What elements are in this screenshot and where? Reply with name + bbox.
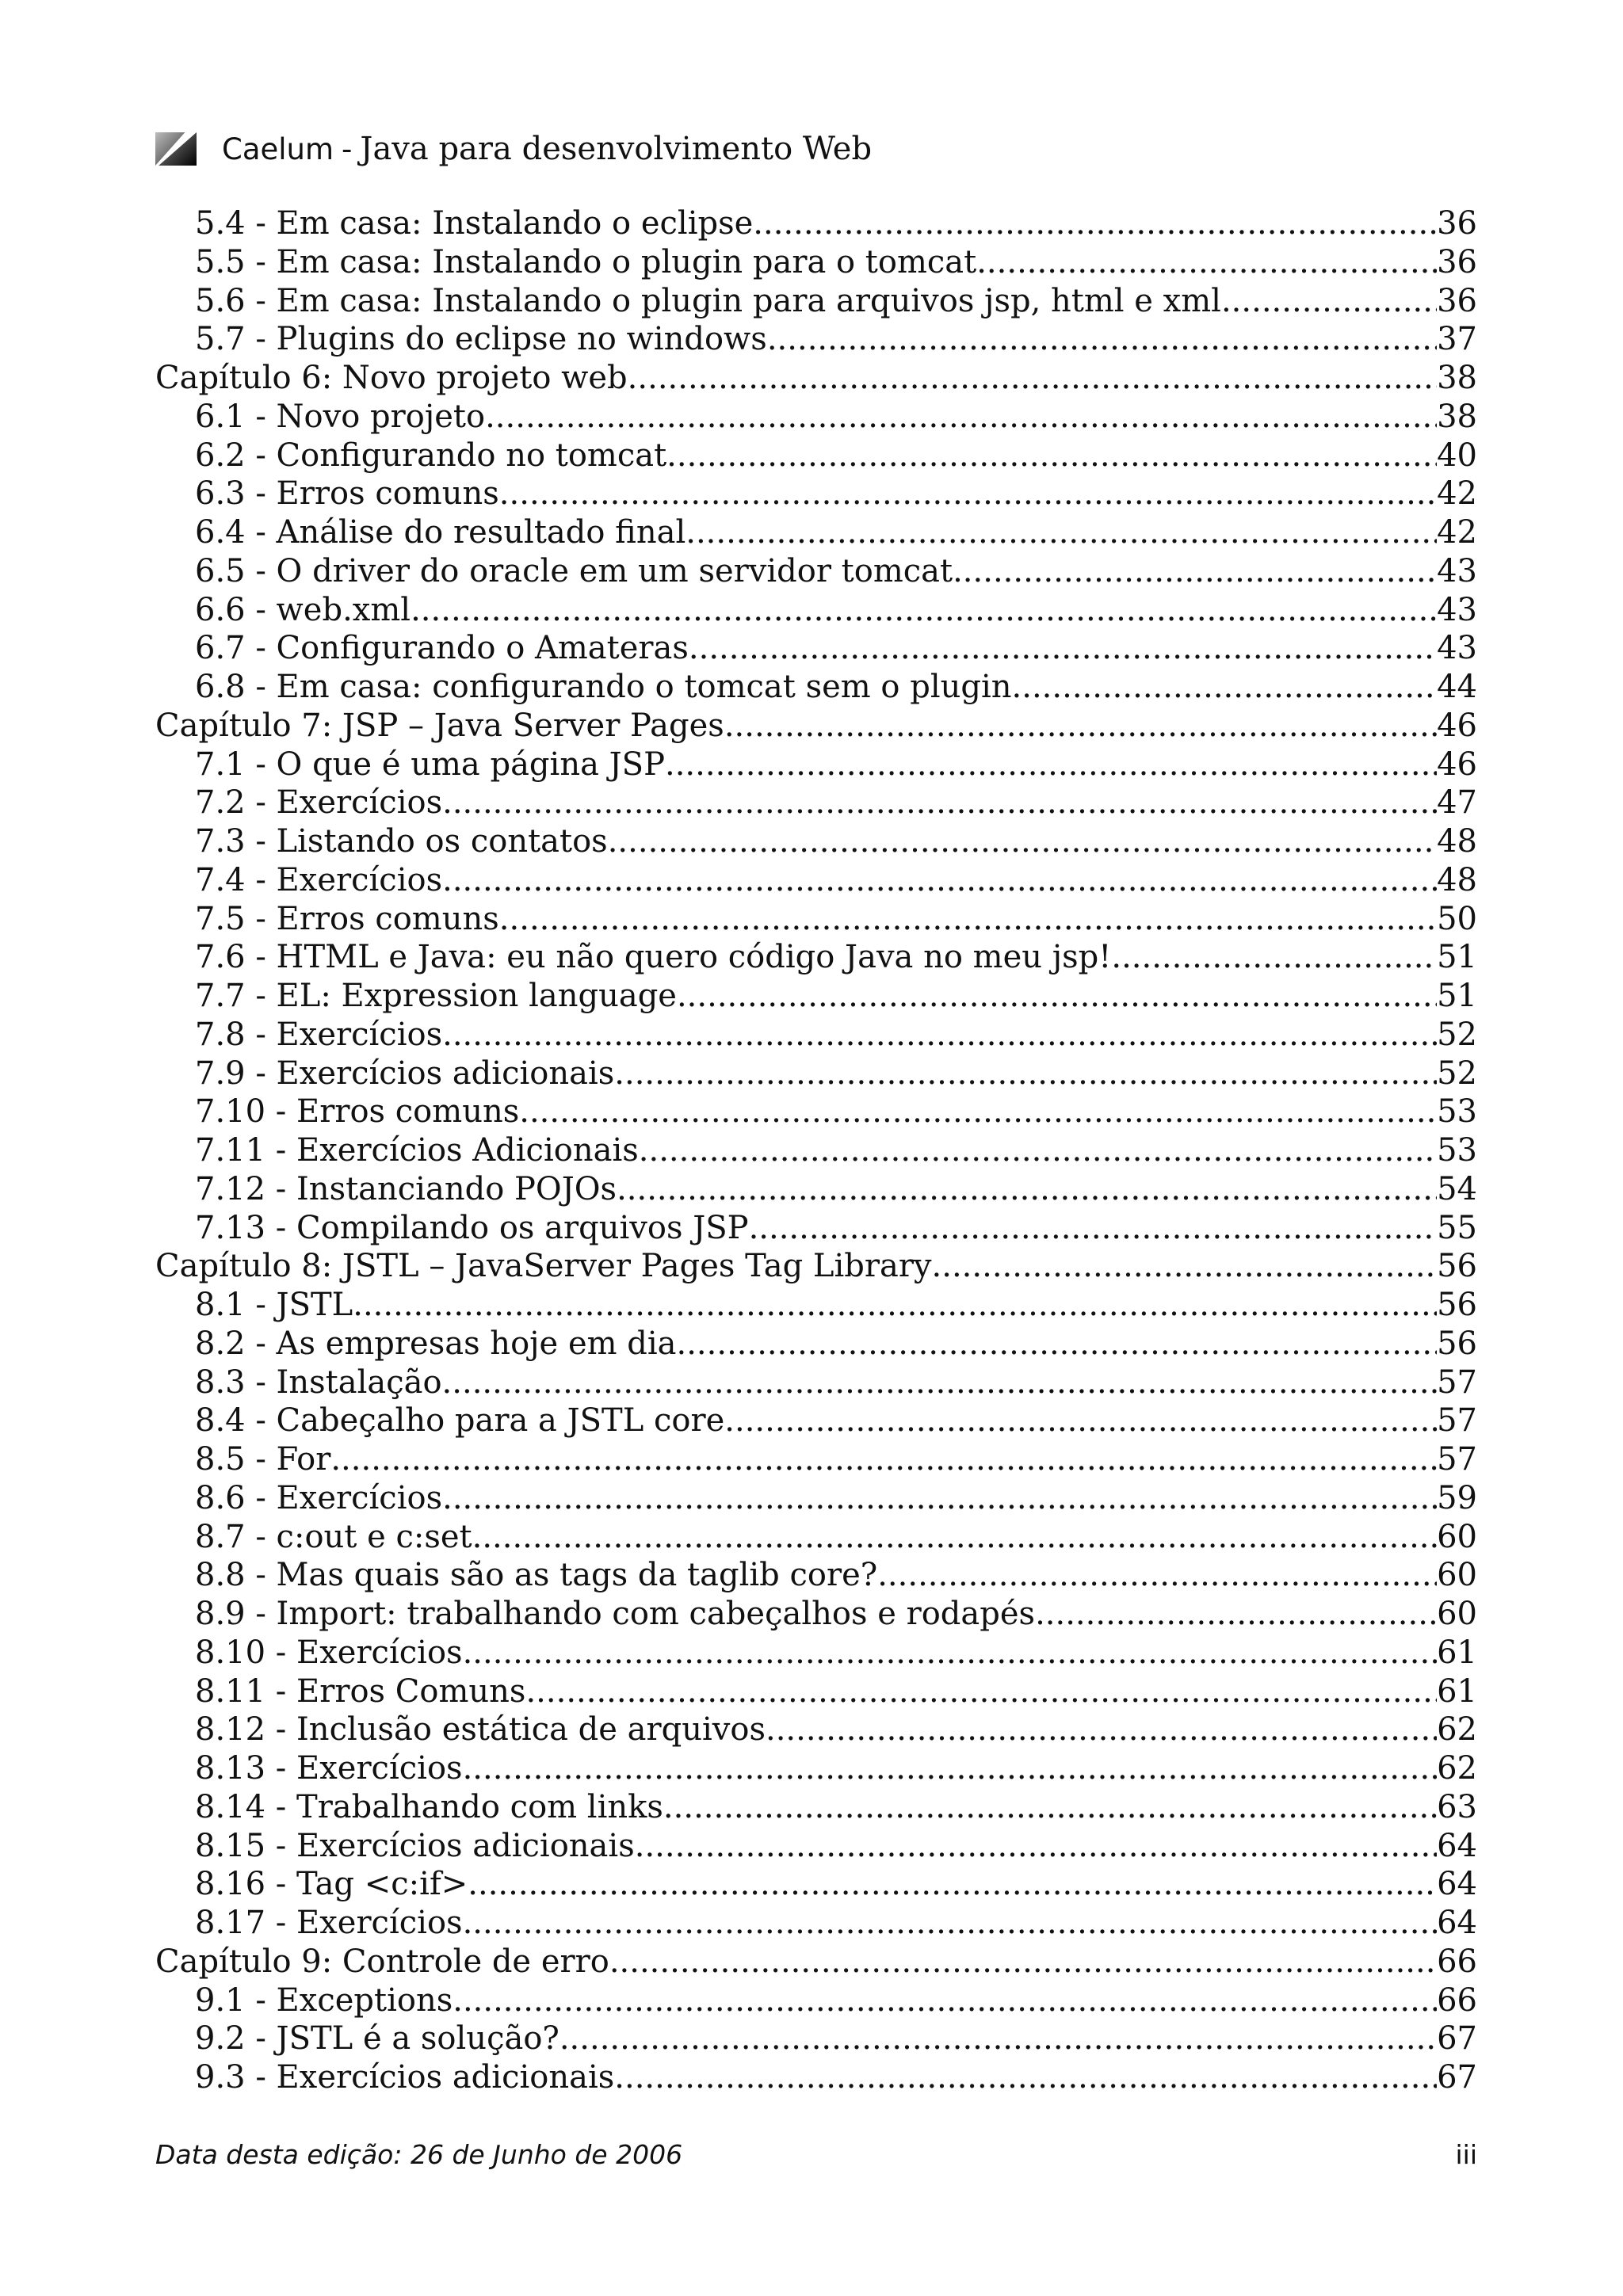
- toc-entry-title: 8.1 - JSTL: [195, 1287, 353, 1323]
- toc-entry-title: 8.6 - Exercícios: [195, 1479, 443, 1516]
- brand-name: Caelum: [222, 132, 334, 166]
- toc-section-entry[interactable]: [155, 1711, 1477, 1749]
- toc-section-entry[interactable]: [155, 822, 1477, 861]
- toc-entry-title: 7.13 - Compilando os arquivos JSP: [195, 1209, 749, 1246]
- toc-entry-page: 42: [1437, 475, 1477, 513]
- toc-section-entry[interactable]: [155, 1209, 1477, 1248]
- toc-dot-leader: [976, 243, 1437, 282]
- toc-entry-page: 46: [1437, 707, 1477, 744]
- toc-entry-title: 9.2 - JSTL é a solução?: [195, 2020, 559, 2058]
- toc-section-entry[interactable]: [155, 1402, 1477, 1440]
- toc-entry-title: 7.9 - Exercícios adicionais: [195, 1055, 615, 1092]
- toc-entry-page: 61: [1437, 1634, 1477, 1671]
- toc-entry-title: 6.8 - Em casa: configurando o tomcat sem o plugin: [195, 669, 1012, 705]
- toc-entry-page: 60: [1437, 1557, 1477, 1594]
- page-header: [155, 127, 872, 171]
- toc-section-entry[interactable]: [155, 784, 1477, 822]
- toc-entry-title: 8.3 - Instalação: [195, 1363, 442, 1401]
- toc-dot-leader: [519, 1093, 1437, 1131]
- toc-entry-title: Capítulo 8: JSTL – JavaServer Pages Tag Library: [155, 1248, 932, 1285]
- toc-entry-page: 48: [1437, 861, 1477, 898]
- toc-dot-leader: [525, 1672, 1437, 1711]
- toc-entry-title: 8.15 - Exercícios adicionais: [195, 1827, 635, 1864]
- toc-entry-page: 38: [1437, 398, 1477, 435]
- document-title: Java para desenvolvimento Web: [360, 131, 873, 167]
- toc-entry-page: 57: [1437, 1363, 1477, 1401]
- toc-dot-leader: [330, 1440, 1437, 1479]
- toc-dot-leader: [689, 629, 1437, 668]
- toc-dot-leader: [767, 320, 1437, 359]
- toc-dot-leader: [628, 359, 1437, 398]
- toc-dot-leader: [932, 1247, 1438, 1286]
- toc-entry-page: 67: [1437, 2059, 1477, 2096]
- toc-section-entry[interactable]: [155, 475, 1477, 513]
- toc-entry-page: 59: [1437, 1479, 1477, 1516]
- toc-section-entry[interactable]: [155, 668, 1477, 707]
- toc-section-entry[interactable]: [155, 1981, 1477, 2020]
- toc-entry-title: 7.7 - EL: Expression language: [195, 978, 677, 1014]
- toc-dot-leader: [442, 1363, 1438, 1402]
- toc-entry-page: 64: [1437, 1827, 1477, 1864]
- toc-entry-page: 42: [1437, 514, 1477, 551]
- toc-section-entry[interactable]: [155, 243, 1477, 282]
- toc-entry-title: 8.12 - Inclusão estática de arquivos: [195, 1711, 766, 1749]
- toc-section-entry[interactable]: [155, 282, 1477, 321]
- toc-chapter-entry[interactable]: [155, 1247, 1477, 1286]
- toc-dot-leader: [411, 591, 1437, 630]
- toc-entry-page: 37: [1437, 321, 1477, 358]
- toc-section-entry[interactable]: [155, 1055, 1477, 1093]
- toc-entry-page: 36: [1437, 243, 1477, 280]
- toc-entry-page: 43: [1437, 591, 1477, 628]
- toc-entry-page: 50: [1437, 900, 1477, 937]
- toc-section-entry[interactable]: [155, 1595, 1477, 1634]
- toc-dot-leader: [665, 746, 1437, 784]
- toc-entry-title: 8.2 - As empresas hoje em dia: [195, 1325, 677, 1362]
- toc-section-entry[interactable]: [155, 629, 1477, 668]
- toc-entry-page: 36: [1437, 282, 1477, 319]
- header-separator: -: [342, 132, 353, 166]
- toc-entry-page: 51: [1437, 978, 1477, 1014]
- toc-section-entry[interactable]: [155, 977, 1477, 1016]
- toc-entry-title: 6.1 - Novo projeto: [195, 398, 486, 435]
- toc-entry-page: 47: [1437, 784, 1477, 822]
- toc-entry-page: 62: [1437, 1711, 1477, 1749]
- toc-dot-leader: [1012, 668, 1438, 707]
- toc-entry-page: 46: [1437, 746, 1477, 783]
- toc-dot-leader: [463, 1904, 1438, 1943]
- toc-entry-page: 53: [1437, 1132, 1477, 1169]
- toc-chapter-entry[interactable]: [155, 359, 1477, 398]
- toc-entry-title: 7.1 - O que é uma página JSP: [195, 746, 665, 783]
- toc-dot-leader: [442, 784, 1437, 822]
- toc-entry-page: 60: [1437, 1596, 1477, 1632]
- toc-entry-title: 8.7 - c:out e c:set: [195, 1518, 472, 1555]
- toc-dot-leader: [453, 1981, 1437, 2020]
- toc-dot-leader: [666, 437, 1437, 475]
- toc-section-entry[interactable]: [155, 1556, 1477, 1595]
- toc-section-entry[interactable]: [155, 1286, 1477, 1325]
- toc-dot-leader: [353, 1286, 1437, 1325]
- toc-section-entry[interactable]: [155, 1827, 1477, 1866]
- toc-section-entry[interactable]: [155, 1865, 1477, 1904]
- toc-entry-page: 67: [1437, 2020, 1477, 2058]
- toc-entry-title: 8.8 - Mas quais são as tags da taglib core?: [195, 1557, 878, 1594]
- toc-entry-page: 66: [1437, 1943, 1477, 1980]
- toc-entry-title: 6.2 - Configurando no tomcat: [195, 437, 667, 474]
- toc-section-entry[interactable]: [155, 1634, 1477, 1672]
- toc-entry-title: 7.6 - HTML e Java: eu não quero código Java no meu jsp!: [195, 939, 1112, 976]
- toc-section-entry[interactable]: [155, 1788, 1477, 1827]
- toc-dot-leader: [877, 1556, 1437, 1595]
- toc-dot-leader: [559, 2019, 1437, 2058]
- toc-dot-leader: [614, 2058, 1437, 2097]
- toc-entry-page: 57: [1437, 1402, 1477, 1440]
- toc-section-entry[interactable]: [155, 552, 1477, 591]
- toc-dot-leader: [724, 1402, 1437, 1440]
- toc-chapter-entry[interactable]: [155, 707, 1477, 746]
- toc-entry-title: 5.4 - Em casa: Instalando o eclipse: [195, 205, 754, 242]
- toc-entry-title: 5.7 - Plugins do eclipse no windows: [195, 321, 767, 358]
- toc-section-entry[interactable]: [155, 591, 1477, 630]
- toc-entry-page: 44: [1437, 669, 1477, 705]
- toc-dot-leader: [442, 1016, 1437, 1055]
- toc-section-entry[interactable]: [155, 398, 1477, 437]
- toc-section-entry[interactable]: [155, 1093, 1477, 1131]
- toc-entry-title: 7.2 - Exercícios: [195, 784, 443, 822]
- toc-section-entry[interactable]: [155, 1131, 1477, 1170]
- toc-entry-page: 62: [1437, 1750, 1477, 1787]
- toc-entry-page: 54: [1437, 1170, 1477, 1207]
- toc-dot-leader: [685, 513, 1437, 552]
- toc-section-entry[interactable]: [155, 437, 1477, 475]
- toc-section-entry[interactable]: [155, 1479, 1477, 1518]
- toc-dot-leader: [635, 1827, 1437, 1866]
- toc-entry-title: Capítulo 7: JSP – Java Server Pages: [155, 707, 724, 744]
- toc-section-entry[interactable]: [155, 746, 1477, 784]
- toc-entry-page: 52: [1437, 1016, 1477, 1053]
- toc-dot-leader: [617, 1170, 1437, 1209]
- toc-entry-title: Capítulo 6: Novo projeto web: [155, 360, 628, 396]
- toc-entry-title: 6.3 - Erros comuns: [195, 475, 499, 513]
- toc-section-entry[interactable]: [155, 1672, 1477, 1711]
- toc-entry-title: 7.10 - Erros comuns: [195, 1093, 520, 1131]
- toc-dot-leader: [663, 1788, 1437, 1827]
- toc-entry-title: 7.12 - Instanciando POJOs: [195, 1170, 617, 1207]
- page-number: iii: [1455, 2139, 1477, 2170]
- toc-dot-leader: [442, 1479, 1437, 1518]
- table-of-contents: [155, 204, 1477, 2097]
- toc-dot-leader: [442, 861, 1437, 900]
- toc-entry-page: 53: [1437, 1093, 1477, 1131]
- toc-entry-title: 7.4 - Exercícios: [195, 861, 443, 898]
- toc-entry-title: 7.8 - Exercícios: [195, 1016, 443, 1053]
- toc-section-entry[interactable]: [155, 1904, 1477, 1943]
- toc-dot-leader: [639, 1131, 1437, 1170]
- toc-entry-page: 66: [1437, 1981, 1477, 2019]
- page-footer: [155, 2139, 1477, 2170]
- toc-entry-page: 43: [1437, 552, 1477, 589]
- toc-dot-leader: [749, 1209, 1438, 1248]
- toc-dot-leader: [753, 204, 1437, 243]
- caelum-logo-icon: [155, 132, 197, 166]
- toc-dot-leader: [766, 1711, 1437, 1749]
- toc-entry-title: 8.9 - Import: trabalhando com cabeçalhos e rodapés: [195, 1596, 1036, 1632]
- toc-entry-title: 8.5 - For: [195, 1441, 331, 1478]
- toc-section-entry[interactable]: [155, 1363, 1477, 1402]
- toc-entry-title: Capítulo 9: Controle de erro: [155, 1943, 609, 1980]
- toc-section-entry[interactable]: [155, 1440, 1477, 1479]
- toc-entry-title: 6.4 - Análise do resultado final: [195, 514, 686, 551]
- toc-entry-title: 7.5 - Erros comuns: [195, 900, 499, 937]
- toc-entry-title: 8.16 - Tag <c:if>: [195, 1866, 468, 1903]
- toc-dot-leader: [1221, 282, 1437, 321]
- toc-entry-page: 55: [1437, 1209, 1477, 1246]
- toc-dot-leader: [468, 1865, 1437, 1904]
- toc-section-entry[interactable]: [155, 861, 1477, 900]
- toc-entry-page: 43: [1437, 630, 1477, 667]
- toc-entry-page: 36: [1437, 205, 1477, 242]
- toc-entry-page: 40: [1437, 437, 1477, 474]
- toc-entry-page: 56: [1437, 1248, 1477, 1285]
- toc-section-entry[interactable]: [155, 1325, 1477, 1363]
- toc-entry-page: 61: [1437, 1672, 1477, 1710]
- toc-section-entry[interactable]: [155, 938, 1477, 977]
- toc-dot-leader: [463, 1749, 1438, 1788]
- toc-section-entry[interactable]: [155, 900, 1477, 939]
- toc-dot-leader: [463, 1634, 1438, 1672]
- toc-entry-page: 56: [1437, 1325, 1477, 1362]
- toc-entry-title: 8.10 - Exercícios: [195, 1634, 463, 1671]
- toc-dot-leader: [677, 1325, 1438, 1363]
- toc-chapter-entry[interactable]: [155, 1943, 1477, 1981]
- toc-entry-page: 51: [1437, 939, 1477, 976]
- toc-section-entry[interactable]: [155, 2019, 1477, 2058]
- toc-entry-title: 8.13 - Exercícios: [195, 1750, 463, 1787]
- toc-entry-page: 64: [1437, 1905, 1477, 1941]
- toc-section-entry[interactable]: [155, 1518, 1477, 1557]
- toc-entry-title: 8.4 - Cabeçalho para a JSTL core: [195, 1402, 725, 1440]
- toc-entry-title: 6.5 - O driver do oracle em um servidor tomcat: [195, 552, 953, 589]
- toc-entry-title: 8.17 - Exercícios: [195, 1905, 463, 1941]
- toc-section-entry[interactable]: [155, 1749, 1477, 1788]
- toc-section-entry[interactable]: [155, 320, 1477, 359]
- toc-dot-leader: [499, 900, 1437, 939]
- toc-entry-title: 8.14 - Trabalhando com links: [195, 1788, 663, 1825]
- toc-entry-title: 7.3 - Listando os contatos: [195, 823, 608, 860]
- toc-entry-page: 56: [1437, 1287, 1477, 1323]
- toc-dot-leader: [724, 707, 1437, 746]
- toc-entry-title: 5.6 - Em casa: Instalando o plugin para arquivos jsp, html e xml: [195, 282, 1221, 319]
- toc-dot-leader: [485, 398, 1437, 437]
- toc-dot-leader: [472, 1518, 1437, 1557]
- toc-entry-title: 5.5 - Em casa: Instalando o plugin para o tomcat: [195, 243, 977, 280]
- toc-section-entry[interactable]: [155, 513, 1477, 552]
- toc-section-entry[interactable]: [155, 1016, 1477, 1055]
- toc-dot-leader: [953, 552, 1437, 591]
- toc-entry-title: 9.1 - Exceptions: [195, 1981, 453, 2019]
- toc-dot-leader: [499, 475, 1437, 513]
- toc-section-entry[interactable]: [155, 1170, 1477, 1209]
- toc-section-entry[interactable]: [155, 204, 1477, 243]
- toc-entry-page: 57: [1437, 1441, 1477, 1478]
- toc-dot-leader: [609, 1943, 1437, 1981]
- toc-entry-page: 63: [1437, 1788, 1477, 1825]
- toc-entry-page: 52: [1437, 1055, 1477, 1092]
- toc-dot-leader: [608, 822, 1437, 861]
- toc-dot-leader: [677, 977, 1437, 1016]
- toc-entry-page: 60: [1437, 1518, 1477, 1555]
- edition-date: Data desta edição: 26 de Junho de 2006: [155, 2139, 683, 2170]
- toc-section-entry[interactable]: [155, 2058, 1477, 2097]
- toc-entry-page: 64: [1437, 1866, 1477, 1903]
- toc-entry-title: 6.6 - web.xml: [195, 591, 411, 628]
- toc-dot-leader: [1035, 1595, 1437, 1634]
- toc-entry-title: 8.11 - Erros Comuns: [195, 1672, 526, 1710]
- toc-entry-title: 7.11 - Exercícios Adicionais: [195, 1132, 639, 1169]
- toc-dot-leader: [1111, 938, 1437, 977]
- toc-entry-title: 9.3 - Exercícios adicionais: [195, 2059, 615, 2096]
- toc-dot-leader: [614, 1055, 1437, 1093]
- toc-entry-page: 48: [1437, 823, 1477, 860]
- toc-entry-title: 6.7 - Configurando o Amateras: [195, 630, 689, 667]
- toc-entry-page: 38: [1437, 360, 1477, 396]
